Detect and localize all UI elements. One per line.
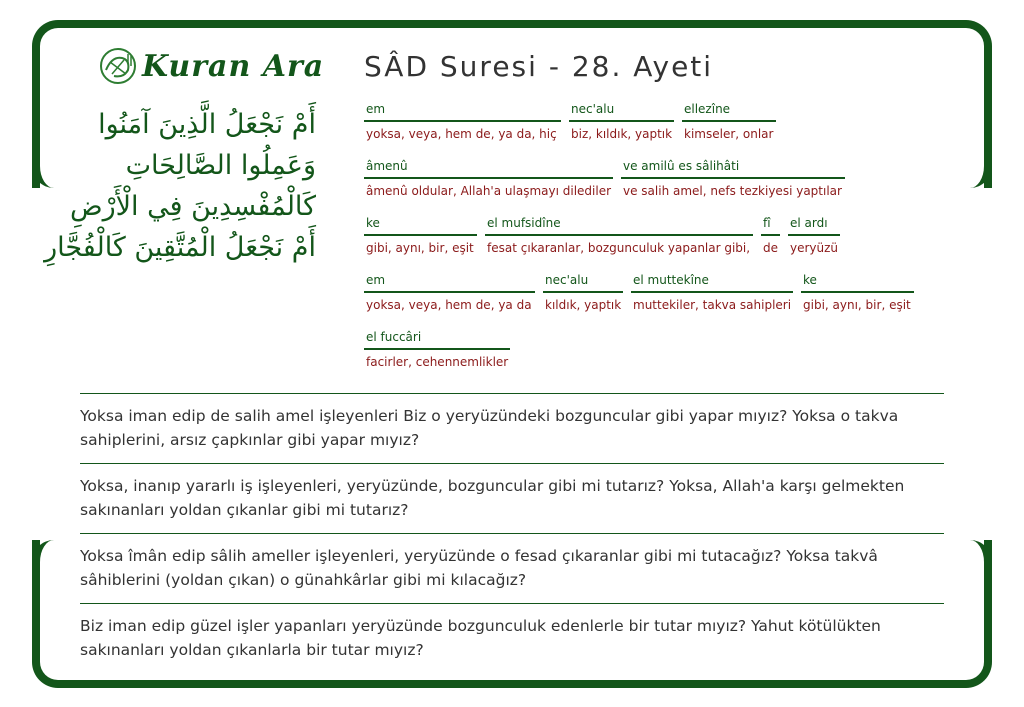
word-row xyxy=(364,216,964,273)
word-meaning: de xyxy=(763,241,778,255)
word-transliteration: el mufsidîne xyxy=(485,216,753,236)
word-row xyxy=(364,273,964,330)
word-item xyxy=(682,102,776,142)
word-transliteration: el muttekîne xyxy=(631,273,793,293)
word-meaning: yeryüzü xyxy=(790,241,839,255)
word-item xyxy=(788,216,840,256)
word-item xyxy=(761,216,780,256)
arabic-line: أَمْ نَجْعَلُ الْمُتَّقِينَ كَالْفُجَّارِ xyxy=(44,232,316,263)
word-item xyxy=(364,159,613,199)
word-transliteration: nec'alu xyxy=(569,102,674,122)
word-row xyxy=(364,159,964,216)
word-item xyxy=(485,216,753,256)
word-row xyxy=(364,102,964,159)
word-item xyxy=(364,330,510,370)
translation-item: Biz iman edip güzel işler yapanları yeryüzünde bozgunculuk edenlerle bir tutar mıyız? Yahut kötülükten sakınanları yoldan çıkanlarla bir tutar mıyız? xyxy=(80,603,944,673)
word-meaning: facirler, cehennemlikler xyxy=(366,355,509,369)
translation-item: Yoksa îmân edip sâlih ameller işleyenleri, yeryüzünde o fesad çıkaranlar gibi mi tutacağız? Yoksa takvâ sâhiblerini (yoldan çıkan) o günahkârlar gibi mi kılacağız? xyxy=(80,533,944,603)
arabic-line: وَعَمِلُوا الصَّالِحَاتِ xyxy=(125,150,316,181)
arabic-verse xyxy=(40,104,316,268)
word-transliteration: fî xyxy=(761,216,780,236)
word-transliteration: ke xyxy=(801,273,914,293)
site-logo[interactable] xyxy=(98,46,324,86)
word-transliteration: nec'alu xyxy=(543,273,623,293)
word-item xyxy=(569,102,674,142)
word-transliteration: el fuccâri xyxy=(364,330,510,350)
word-meaning: yoksa, veya, hem de, ya da xyxy=(366,298,532,312)
word-transliteration: ve amilû es sâlihâti xyxy=(621,159,845,179)
word-meaning: fesat çıkaranlar, bozgunculuk yapanlar gibi, xyxy=(487,241,751,255)
translations-list xyxy=(80,393,944,673)
word-item xyxy=(631,273,793,313)
word-item xyxy=(543,273,623,313)
arabic-line: أَمْ نَجْعَلُ الَّذِينَ آمَنُوا xyxy=(98,109,316,140)
word-meaning: âmenû oldular, Allah'a ulaşmayı dilediler xyxy=(366,184,612,198)
word-meaning: muttekiler, takva sahipleri xyxy=(633,298,792,312)
word-meaning: gibi, aynı, bir, eşit xyxy=(803,298,911,312)
word-transliteration: em xyxy=(364,102,561,122)
word-meaning: kıldık, yaptık xyxy=(545,298,622,312)
page-title: SÂD Suresi - 28. Ayeti xyxy=(364,50,714,83)
word-transliteration: ellezîne xyxy=(682,102,776,122)
word-meaning: kimseler, onlar xyxy=(684,127,774,141)
word-item xyxy=(364,216,477,256)
quran-calligraphy-emblem-icon xyxy=(98,46,138,86)
word-transliteration: ke xyxy=(364,216,477,236)
translation-item: Yoksa, inanıp yararlı iş işleyenleri, yeryüzünde, bozguncular gibi mi tutarız? Yoksa, Allah'a karşı gelmekten sakınanları yoldan çıkanlar gibi mi tutarız? xyxy=(80,463,944,533)
word-item xyxy=(801,273,914,313)
translation-item: Yoksa iman edip de salih amel işleyenleri Biz o yeryüzündeki bozguncular gibi yapar mıyız? Yoksa o takva sahiplerini, arsız çapkınlar gibi yapar mıyız? xyxy=(80,393,944,463)
word-row xyxy=(364,330,964,387)
word-transliteration: em xyxy=(364,273,535,293)
word-meaning: biz, kıldık, yaptık xyxy=(571,127,673,141)
word-item xyxy=(364,273,535,313)
arabic-line: كَالْمُفْسِدِينَ فِي الْأَرْضِ xyxy=(69,191,316,222)
word-item xyxy=(364,102,561,142)
word-transliteration: âmenû xyxy=(364,159,613,179)
logo-text: Kuran Ara xyxy=(142,48,325,84)
word-meaning: ve salih amel, nefs tezkiyesi yaptılar xyxy=(623,184,842,198)
word-transliteration: el ardı xyxy=(788,216,840,236)
word-item xyxy=(621,159,845,199)
word-meaning: gibi, aynı, bir, eşit xyxy=(366,241,474,255)
word-meaning: yoksa, veya, hem de, ya da, hiç xyxy=(366,127,557,141)
word-by-word-grid xyxy=(364,102,964,387)
